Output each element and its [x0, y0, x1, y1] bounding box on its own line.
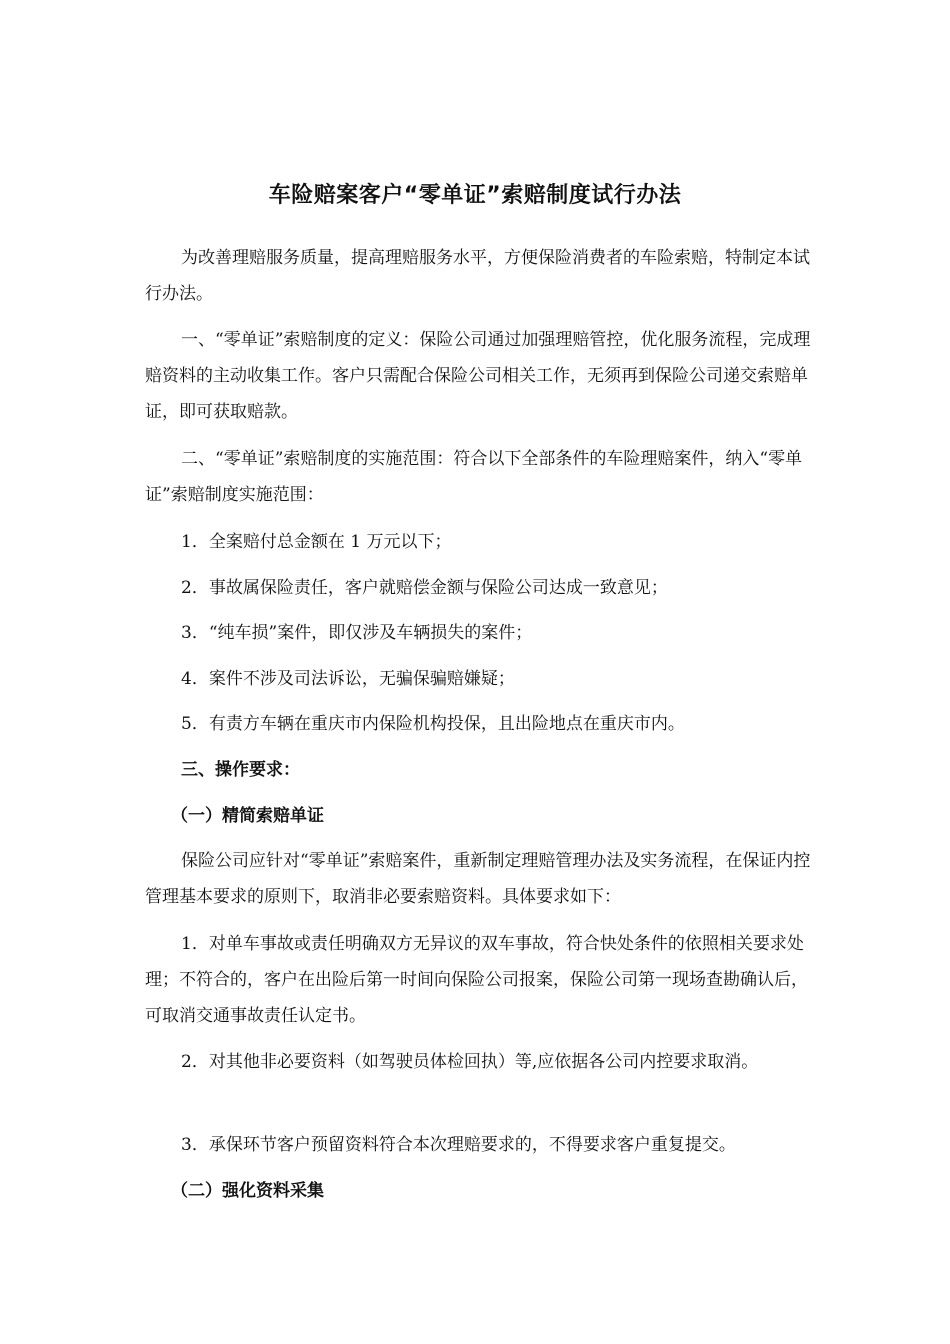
section-2-scope: 二、“零单证”索赔制度的实施范围：符合以下全部条件的车险理赔案件，纳入“零单证”索赔制度实施范围：: [145, 449, 803, 505]
requirement-item: 3．承保环节客户预留资料符合本次理赔要求的，不得要求客户重复提交。: [181, 1135, 736, 1155]
requirement-item: 1．对单车事故或责任明确双方无异议的双车事故，符合快处条件的依照相关要求处理；不符合的，客户在出险后第一时间向保险公司报案，保险公司第一现场查勘确认后，可取消交通事故责任认定书。: [145, 934, 808, 1026]
condition-item: 4．案件不涉及司法诉讼，无骗保骗赔嫌疑；: [181, 669, 515, 689]
section-3-heading: 三、操作要求：: [181, 760, 300, 780]
condition-item: 2．事故属保险责任，客户就赔偿金额与保险公司达成一致意见；: [181, 578, 668, 598]
document-title: 车险赔案客户“零单证”索赔制度试行办法: [268, 183, 682, 208]
condition-item: 1．全案赔付总金额在 1 万元以下；: [181, 532, 452, 552]
requirement-item: 2．对其他非必要资料（如驾驶员体检回执）等,应依据各公司内控要求取消。: [181, 1052, 759, 1072]
condition-item: 3．“纯车损”案件，即仅涉及车辆损失的案件；: [181, 623, 533, 643]
subsection-1-intro: 保险公司应针对“零单证”索赔案件，重新制定理赔管理办法及实务流程，在保证内控管理基本要求的原则下，取消非必要索赔资料。具体要求如下：: [145, 851, 811, 907]
subsection-1-heading: （一）精简索赔单证: [171, 806, 324, 826]
subsection-2-heading: （二）强化资料采集: [171, 1181, 324, 1201]
intro-paragraph: 为改善理赔服务质量，提高理赔服务水平，方便保险消费者的车险索赔，特制定本试行办法。: [145, 248, 810, 304]
section-1-definition: 一、“零单证”索赔制度的定义：保险公司通过加强理赔管控，优化服务流程，完成理赔资料的主动收集工作。客户只需配合保险公司相关工作，无须再到保险公司递交索赔单证，即可获取赔款。: [145, 330, 811, 422]
condition-item: 5．有责方车辆在重庆市内保险机构投保，且出险地点在重庆市内。: [181, 714, 685, 734]
